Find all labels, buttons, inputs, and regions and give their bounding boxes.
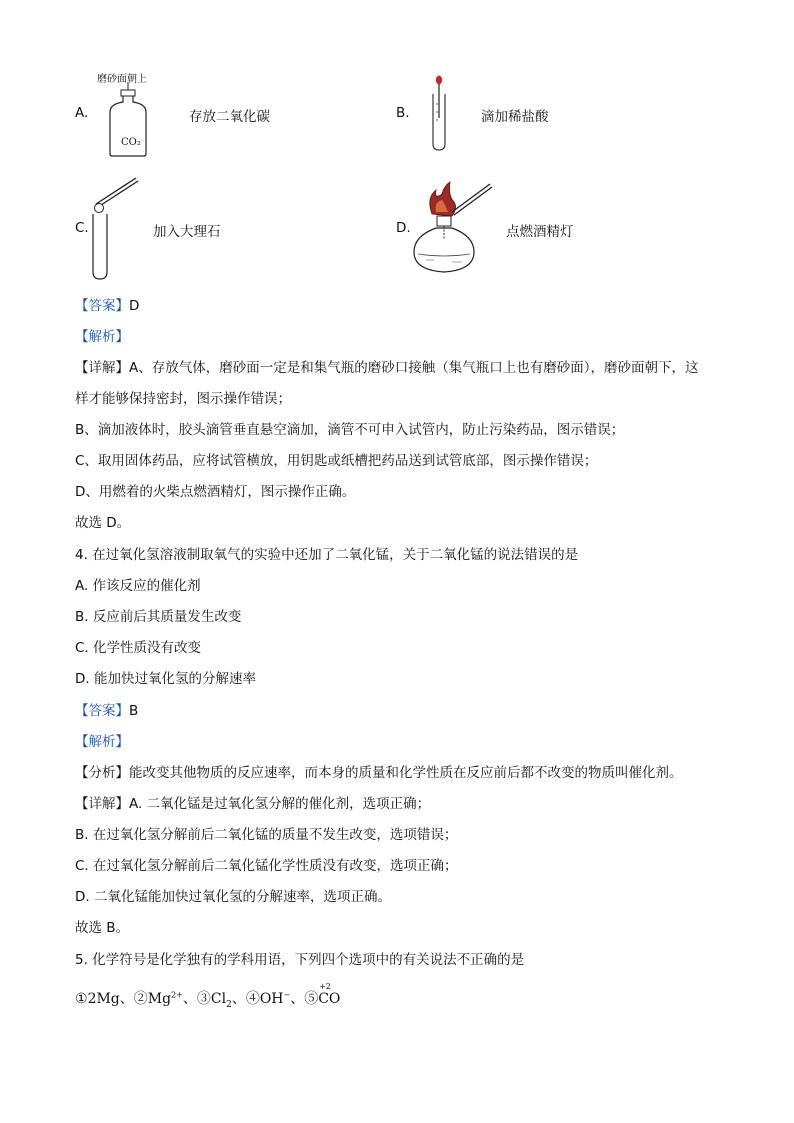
co2-label: CO₂ [121,137,141,148]
q3-detail-line-2: 样才能够保持密封，图示操作错误； [75,391,291,407]
option-b-text: 滴加稀盐酸 [481,109,549,125]
answer-value: B [129,703,139,719]
subscript: 2 [226,999,232,1010]
separator: 、 [182,991,197,1007]
item-number: ① [75,991,88,1007]
fenxi-tag: 【分析】 [75,765,129,781]
q4-detail-line-1 [75,795,430,813]
formula-co-valence [318,982,331,1007]
q4-detail-line-2: B. 在过氧化氢分解前后二氧化锰的质量不发生改变，选项错误； [75,827,458,843]
oxygen-symbol: O [328,991,341,1007]
separator: 、 [290,991,305,1007]
marble-test-tube-figure [88,176,140,282]
q4-analysis-line [75,733,129,751]
option-d-text: 点燃酒精灯 [506,224,574,240]
option-c-text: 加入大理石 [153,224,221,240]
option-a-text: 存放二氧化碳 [189,109,270,125]
item-number: ④ [245,991,260,1007]
q3-analysis-line [75,328,129,346]
option-b-letter: B. [396,105,410,121]
q4-fenxi-line [75,764,683,782]
option-a-letter: A. [75,105,89,121]
formula-mg-ion: Mg [147,991,172,1007]
detail-text-1: A、存放气体，磨砂面一定是和集气瓶的磨砂口接触（集气瓶口上也有磨砂面），磨砂面朝下，这 [129,360,699,376]
separator: 、 [231,991,246,1007]
answer-tag: 【答案】 [75,298,129,314]
q4-option-c: C. 化学性质没有改变 [75,640,202,656]
q3-detail-line-4: C、取用固体药品，应将试管横放，用钥匙或纸槽把药品送到试管底部，图示操作错误； [75,453,598,469]
q3-detail-line-5: D、用燃着的火柴点燃酒精灯，图示操作正确。 [75,484,356,500]
carbon-symbol: C [318,991,329,1007]
answer-value: D [129,298,140,314]
dropper-test-tube-figure [428,74,450,154]
item-number: ② [133,991,148,1007]
q4-option-a: A. 作该反应的催化剂 [75,578,201,594]
item-number: ⑤ [304,991,319,1007]
fenxi-text: 能改变其他物质的反应速率，而本身的质量和化学性质在反应前后都不改变的物质叫催化剂。 [129,765,683,781]
valence-mark: +2 [319,982,331,991]
separator: 、 [119,991,134,1007]
gas-bottle-figure [100,82,160,160]
q3-detail-line-1 [75,359,698,377]
q5-stem: 5. 化学符号是化学独有的学科用语，下列四个选项中的有关说法不正确的是 [75,952,525,968]
q4-stem: 4. 在过氧化氢溶液制取氧气的实验中还加了二氧化锰，关于二氧化锰的说法错误的是 [75,547,579,563]
analysis-tag: 【解析】 [75,734,129,750]
detail-tag: 【详解】 [75,796,129,812]
detail-text-1: A. 二氧化锰是过氧化氢分解的催化剂，选项正确； [129,796,431,812]
q5-formula-list [75,982,341,1010]
alcohol-lamp-figure [412,182,492,278]
q3-answer-line [75,297,139,315]
formula-cl2: Cl [210,991,227,1007]
q3-conclusion: 故选 D。 [75,515,131,531]
formula-2mg: 2Mg [87,991,120,1007]
detail-tag: 【详解】 [75,360,129,376]
q4-detail-line-4: D. 二氧化锰能加快过氧化氢的分解速率，选项正确。 [75,889,391,905]
option-d-letter: D. [396,220,411,236]
ground-face-up-label: 磨砂面朝上 [97,74,147,85]
q4-option-b: B. 反应前后其质量发生改变 [75,609,242,625]
ion-charge: 2+ [171,990,183,1000]
q4-detail-line-3: C. 在过氧化氢分解前后二氧化锰化学性质没有改变，选项正确； [75,858,458,874]
analysis-tag: 【解析】 [75,329,129,345]
ion-charge: − [283,990,291,1000]
formula-oh-ion: OH [259,991,284,1007]
q3-detail-line-3: B、滴加液体时，胶头滴管垂直悬空滴加，滴管不可申入试管内，防止污染药品，图示错误； [75,422,625,438]
item-number: ③ [196,991,211,1007]
answer-tag: 【答案】 [75,703,129,719]
option-c-letter: C. [75,220,89,236]
q4-option-d: D. 能加快过氧化氢的分解速率 [75,671,256,687]
q4-conclusion: 故选 B。 [75,920,130,936]
q4-answer-line [75,702,138,720]
